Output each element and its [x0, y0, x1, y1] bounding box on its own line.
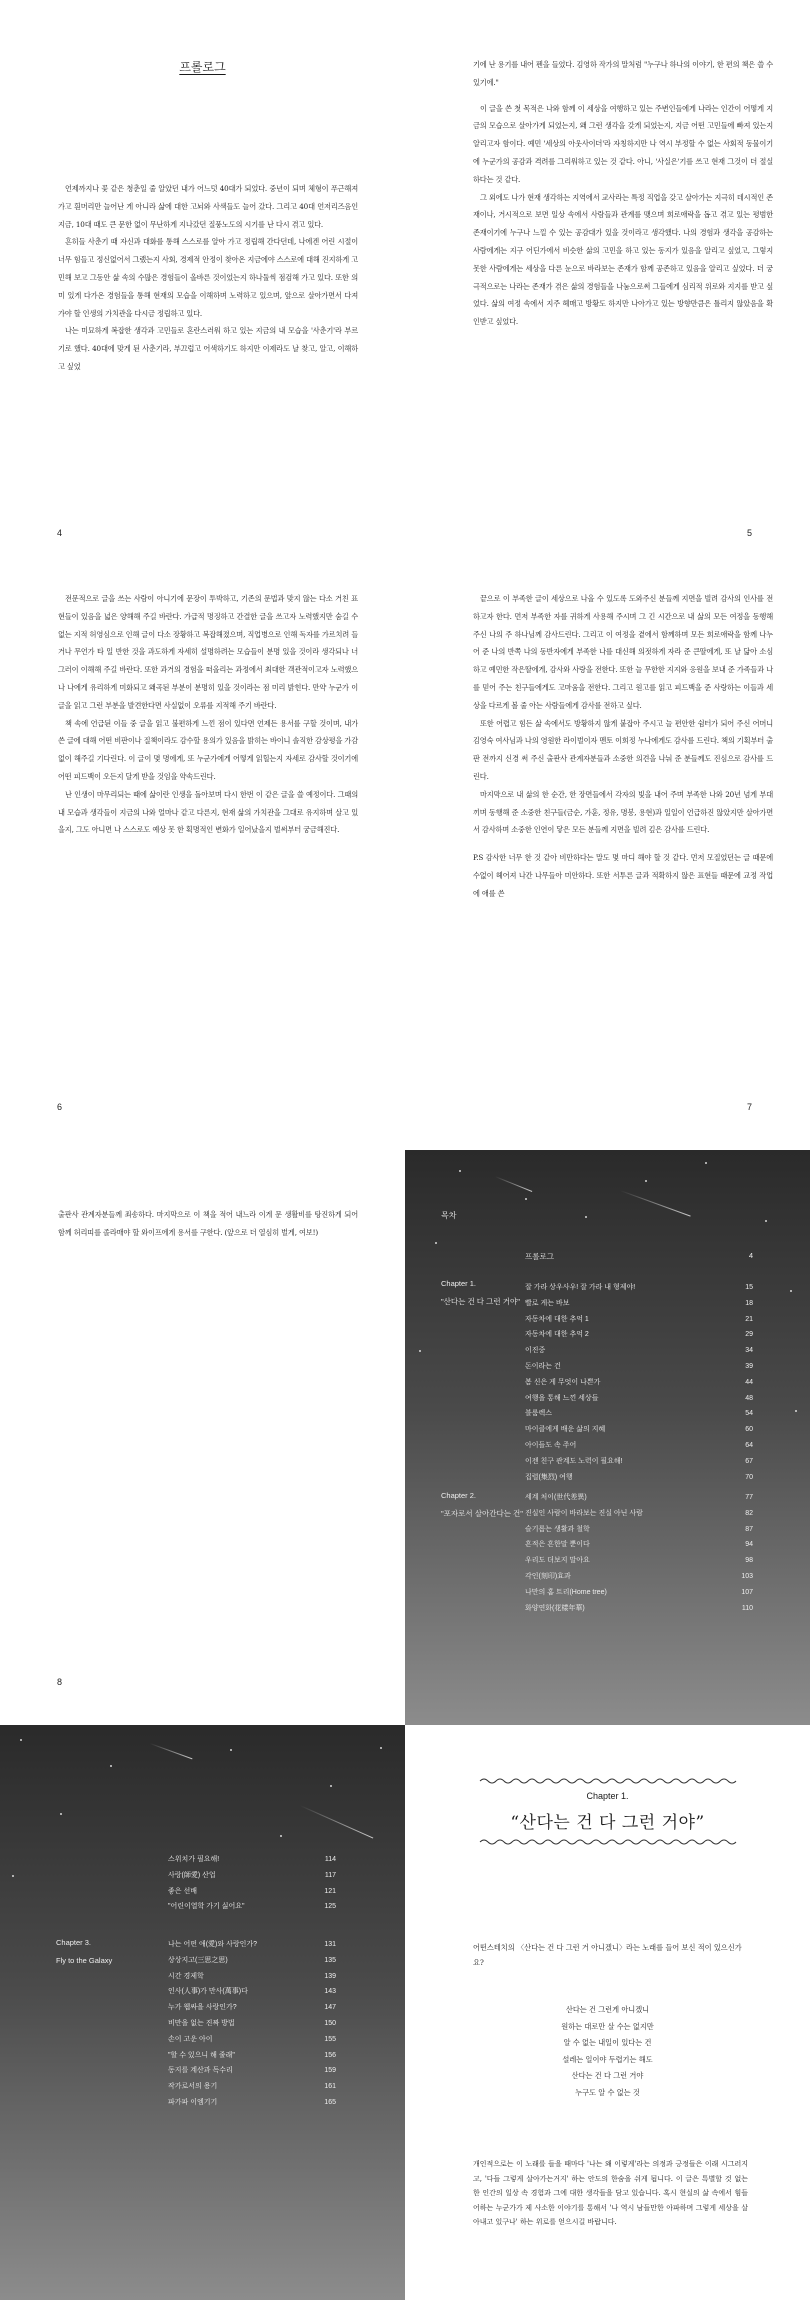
star: [380, 1747, 382, 1749]
toc-entry-page: 117: [324, 1871, 336, 1879]
toc-entry-page: 54: [745, 1410, 753, 1418]
toc-entry-title: 우리도 더보지 말아요: [525, 1557, 590, 1565]
lyric-line: 알 수 없는 내일이 있다는 건: [563, 2038, 652, 2047]
toc-entry-title: "할 수 있으니 해 줄래": [168, 2051, 235, 2059]
toc-entry-title: 각인(刻印)효과: [525, 1572, 571, 1580]
star: [459, 1170, 461, 1172]
toc-entry-title: 이진중: [525, 1347, 546, 1355]
toc-entry-title: 스위치가 필요해!: [168, 1856, 220, 1863]
toc-entry[interactable]: [525, 1327, 753, 1343]
toc-entry-title: 자동차에 대한 추억 2: [525, 1331, 589, 1339]
lyric-line: 누구도 알 수 없는 것: [575, 2087, 640, 2097]
paragraph: 전문적으로 글을 쓰는 사람이 아니기에 문장이 투박하고, 기존의 문법과 맞지 않는 다소 거친 표현들이 있음을 넓은 양해해 주길 바란다. 가급적 명징하고 간결한 글을 쓰고자 노력했지만 숨길 수 없는 지적 허영심으로 인해 글이 다소 장황하고 복잡해졌으며, 직업병으로 인해 독자를 가르치려 들거나 무언가 타 일 반한 것을 과도하게 자세히 설명하려는 모습들이 분명 있을 것이라 생각되나 너그러이 이해해 주길 바란다. 또한 과거의 경험을 떠올리는 과정에서 최대한 객관적이고자 노력했으나 나에게 유리하게 미화되고 왜곡된 부분이 분명히 있을 것이라는 점 미리 밝힌다. 만약 누군가 이 글을 읽고 그런 부분을 발견한다면 사실없이 오류를 지적해 주기 바란다.: [58, 594, 358, 710]
toc-entry-page: 82: [745, 1509, 753, 1517]
star: [435, 1242, 437, 1244]
toc-entry[interactable]: [525, 1470, 753, 1486]
toc-entry-page: 15: [745, 1284, 753, 1291]
toc-entry-page: 143: [324, 1988, 336, 1996]
toc-entry[interactable]: [525, 1454, 753, 1470]
toc-entry-page: 110: [741, 1604, 753, 1612]
toc-entry-page: 139: [324, 1972, 336, 1980]
toc-entry-title: 사랑(師愛) 산업: [168, 1871, 216, 1879]
toc-entry-title: 작가로서의 용기: [168, 2083, 218, 2091]
toc-entry-page: 131: [324, 1941, 336, 1948]
paragraph: 이 글을 쓴 첫 목적은 나와 함께 이 세상을 여행하고 있는 주변인들에게 나라는 인간이 어떻게 지금의 모습으로 살아가게 되었는지, 왜 그런 생각을 갖게 되었는지, 지금 어떤 고민들에 빠져 있는지 알리고자 함이다. 예민 '세상의 아웃사이더'라 자칭하지만 나 역시 부정할 수 없는 사회적 동물이기에 누군가의 공감과 격려를 그리워하고 있는 것 같다. 아니, '사실은'기를 쓰고 현재 그것이 더 절실하다는 것 같다.: [473, 103, 773, 184]
star: [12, 1875, 14, 1877]
toc-entry[interactable]: [168, 1884, 336, 1900]
toc-entry[interactable]: [525, 1375, 753, 1391]
toc-heading: 목차: [441, 1211, 457, 1220]
page-4: [0, 0, 405, 538]
spread-toc-1: [0, 1150, 810, 1725]
toc-entry[interactable]: [525, 1359, 753, 1375]
toc-entry-page: 94: [745, 1541, 753, 1549]
star: [705, 1162, 707, 1164]
toc-entry-page: 98: [745, 1557, 753, 1565]
toc-entry[interactable]: [525, 1422, 753, 1438]
toc-entry-page: 18: [745, 1299, 753, 1307]
lyric-line: 산다는 건 그런게 아니겠니: [565, 2005, 650, 2014]
toc-entry-title: 프롤로그: [525, 1252, 554, 1261]
outro-text: 개인적으로는 이 노래를 들을 때마다 '나는 왜 이렇게'라는 의정과 긍정들은 이래 시그러지고, '다들 그렇게 살아가는거지' 하는 안도의 한숨을 쉬게 됩니다. 이 글은 특별할 것 없는 한 인간의 일상 속 경험과 그에 대한 생각들을 담고 있습니다. 혹시 현실의 삶 속에서 힘들어하는 누군가가 제 사소한 이야기를 통해서 '나 역시 남들만한 아파하며 그렇게 세상을 살아내고 있구나' 하는 위로를 얻으시길 바랍니다.: [473, 2160, 748, 2226]
star: [765, 1220, 767, 1222]
chapter-title: "포자로서 살아간다는 건": [441, 1509, 523, 1518]
toc-entry[interactable]: [525, 1490, 753, 1506]
toc-entry-page: 161: [324, 2083, 336, 2091]
star: [280, 1835, 282, 1837]
toc-entry-page: 77: [745, 1494, 753, 1501]
toc-entry[interactable]: [525, 1296, 753, 1312]
toc-entry-page: 155: [324, 2035, 336, 2043]
toc-entry-title: 이젠 친구 관계도 노력이 필요해!: [525, 1457, 623, 1465]
page-6: [0, 590, 405, 1150]
paragraph: 끝으로 이 부족한 글이 세상으로 나올 수 있도록 도와주신 분들께 지면을 빌려 감사의 인사를 전하고자 한다. 먼저 부족한 자를 귀하게 사용해 주시며 그 긴 시간으로 내 삶의 모든 여정을 동행해 주신 나의 주 하나님께 감사드린다. 그리고 이 여정을 곁에서 함께하며 모든 희로애락을 함께 나누어 준 나의 반쪽 나의 동반자에게 부족한 나를 대신해 의젓하게 자라 준 큰딸에게, 또 날 닮아 소심하고 예민한 작은딸에게, 감사와 사랑을 전한다. 또한 늘 무한한 지지와 응원을 보내 준 가족들과 나를 믿어 주는 친구들에게도 고마움을 전한다. 그리고 원고를 읽고 피드백을 준 사랑하는 이들과 세상을 다르게 볼 줄 아는 사람들에게 감사를 전하고 싶다.: [473, 594, 773, 710]
toc-entry-page: 125: [324, 1903, 336, 1911]
toc-entry-title: 블룸렉스: [525, 1410, 553, 1418]
toc-entry[interactable]: [525, 1343, 753, 1359]
toc-list-chapter-1: [525, 1280, 753, 1485]
toc-entry-title: 파가파 이엠기기: [168, 2098, 218, 2106]
paragraph: 책 속에 언급된 이들 중 글을 읽고 불편하게 느낀 점이 있다면 언제든 용서를 구할 것이며, 내가 쓴 글에 대해 어떤 비판이나 질책이라도 감수할 용의가 있음을 밝히는 바이니 솔직한 감상평을 가감없이 해주길 기다린다. 이 글이 몇 명에게, 또 누군가에게 어떻게 읽힐는지 자세로 감사할 것이기에 어떤 피드백이 오든지 달게 받을 것임을 약속드린다.: [58, 718, 358, 781]
prologue-body: [58, 590, 358, 839]
toc-entry-title: 비만을 없는 진짜 방법: [168, 2019, 235, 2027]
spread-prologue-2: [0, 590, 810, 1150]
toc-entry-page: 21: [745, 1315, 753, 1323]
toc-entry[interactable]: [168, 1868, 336, 1884]
shooting-star: [495, 1176, 532, 1192]
toc-entry-page: 70: [745, 1473, 753, 1481]
toc-entry-page: 156: [324, 2051, 336, 2059]
toc-entry-title: 동지를 계산과 독수리: [168, 2067, 233, 2075]
star: [525, 1198, 527, 1200]
wavy-divider-bottom: [480, 1838, 735, 1846]
star: [20, 1739, 22, 1741]
star: [795, 1410, 797, 1412]
toc-chapter-2[interactable]: [441, 1490, 523, 1520]
lyric-line: 산다는 건 다 그런 거야: [571, 2071, 644, 2080]
toc-entry[interactable]: [168, 1899, 336, 1915]
chapter-title: Fly to the Galaxy: [56, 1956, 113, 1965]
toc-entry-page: 64: [745, 1441, 753, 1449]
shooting-star: [300, 1805, 373, 1838]
toc-entry-page: 103: [741, 1572, 753, 1580]
paragraph: 출판사 관계자분들께 죄송하다. 마지막으로 이 책을 적어 내느라 이게 문 생활비를 탕진하게 되어 함께 허리띠를 졸라매야 할 와이프에게 용서를 구한다. (앞으로 더 열심히 벌게, 여보!): [58, 1210, 358, 1237]
intro-text: 어떤스테치의 〈산다는 건 다 그런 거 아니겠니〉라는 노래를 들어 보신 적이 있으신가요?: [473, 1943, 742, 1967]
toc-entry-title: 화양연화(花樣年華): [525, 1604, 585, 1612]
toc-entry-title: 누가 웹싸을 사랑인가?: [168, 2004, 237, 2012]
toc-entry-page: 29: [745, 1331, 753, 1339]
toc-entry-title: 슬기롭는 생활과 철학: [525, 1525, 590, 1533]
page-number: 6: [57, 1102, 63, 1112]
toc-entry-page: 48: [745, 1394, 753, 1402]
acknowledgements: [473, 590, 773, 903]
toc-entry[interactable]: [168, 2048, 336, 2064]
lyric-line: 설레는 일이야 두렵기는 해도: [562, 2054, 653, 2064]
chapter-title: "산다는 건 다 그런 거야": [441, 1297, 520, 1306]
paragraph: 또한 어렵고 힘든 삶 속에서도 방황하지 않게 붙잡아 주시고 늘 편안한 쉼터가 되어 주신 어머니 김영숙 여사님과 나의 영원한 라이벌이자 멘토 이희정 누나에게도 감사를 드린다. 책의 기획부터 출판 전까지 신경 써 주신 출판사 관계자분들과 소중한 의견을 나눠 준 분들께도 진심으로 감사를 드린다.: [473, 718, 773, 781]
toc-entry-title: 마이클에게 배운 삶의 지혜: [525, 1426, 606, 1434]
toc-entry[interactable]: [525, 1601, 753, 1617]
prologue-ending: [58, 1206, 358, 1242]
toc-entry-title: 잘 가라 상우사우! 잘 가라 내 형제야!: [525, 1284, 636, 1291]
toc-list-chapter-2: [525, 1490, 753, 1616]
toc-page-cont: [0, 1725, 405, 2300]
toc-entry[interactable]: [525, 1522, 753, 1538]
chapter-title: “산다는 건 다 그런 거야”: [510, 1813, 705, 1833]
page-number: 4: [57, 528, 63, 538]
toc-prologue-entry[interactable]: [525, 1251, 753, 1265]
page-number: 8: [57, 1677, 63, 1687]
star: [110, 1765, 112, 1767]
page-5: [405, 0, 810, 538]
toc-entry[interactable]: [168, 1984, 336, 2000]
toc-entry-title: 나만의 홈 트리(Home tree): [525, 1588, 607, 1596]
toc-entry[interactable]: [525, 1569, 753, 1585]
star: [419, 1350, 421, 1352]
toc-entry[interactable]: [525, 1312, 753, 1328]
toc-entry[interactable]: [525, 1438, 753, 1454]
toc-entry-page: 165: [324, 2098, 336, 2106]
toc-entry[interactable]: [168, 2032, 336, 2048]
song-lyrics: [405, 2002, 810, 2101]
page-8: [0, 1150, 405, 1725]
prologue-title: 프롤로그: [179, 60, 226, 74]
paragraph: 언제까지나 꽃 같은 청춘일 줄 알았던 내가 어느덧 40대가 되었다. 중년이 되며 체형이 푸근해져 가고 흰머리만 늘어난 게 아니라 삶에 대한 고뇌와 사색들도 늘어 갔다. 그리고 40대 언저리즈음인 지금, 10대 때도 큰 문한 없이 무난하게 지나갔던 질풍노도의 시기를 난 다시 겪고 있다.: [58, 184, 358, 229]
toc-entry[interactable]: [168, 2079, 336, 2095]
star: [645, 1180, 647, 1182]
toc-entry[interactable]: [168, 1953, 336, 1969]
toc-entry-title: 나는 어떤 애(愛)와 사랑인가?: [168, 1941, 258, 1948]
toc-entry[interactable]: [168, 2095, 336, 2111]
paragraph: P.S 감사한 너무 한 것 같아 비만하다는 말도 몇 마디 해야 할 것 같다. 먼저 모질었던는 글 때문에 수없이 헤어져 나간 나무들아 미안하다. 또한 서투른 글과 적확하지 않은 표현들 때문에 교정 작업에 애를 쓴: [473, 853, 773, 898]
toc-entry[interactable]: [168, 2016, 336, 2032]
toc-entry-page: 121: [324, 1887, 336, 1895]
star: [790, 1290, 792, 1292]
prologue-body: [58, 180, 358, 376]
toc-entry[interactable]: [525, 1280, 753, 1296]
chapter-number: Chapter 1.: [441, 1279, 477, 1288]
toc-entry[interactable]: [168, 2000, 336, 2016]
toc-entry[interactable]: [525, 1391, 753, 1407]
toc-entry[interactable]: [525, 1506, 753, 1522]
paragraph: 나는 미묘하게 복잡한 생각과 고민들로 혼란스러워 하고 있는 지금의 내 모습을 '사춘기'라 부르기로 했다. 40대에 맞게 된 사춘기라, 부끄럽고 어색하기도 하지만 이제라도 날 찾고, 알고, 이해하고 싶었: [58, 326, 358, 371]
wavy-divider-top: [480, 1777, 735, 1785]
toc-entry-page: 114: [324, 1856, 336, 1863]
toc-chapter-1[interactable]: [441, 1278, 520, 1308]
toc-list-chapter-2-cont: [168, 1852, 336, 1915]
chapter-number: Chapter 2.: [441, 1491, 477, 1500]
toc-entry-title: 진실인 사람이 바라보는 진실 아닌 사람: [525, 1509, 643, 1517]
toc-page: [405, 1150, 810, 1725]
star: [230, 1749, 232, 1751]
paragraph: 기에 난 용기를 내어 펜을 들었다. 김영하 작가의 말처럼 "누구나 하나의 이야기, 한 편의 책은 쓸 수 있기에.": [473, 60, 773, 87]
toc-entry-page: 87: [745, 1525, 753, 1533]
toc-entry-title: 인사(人事)가 만사(萬事)다: [168, 1988, 248, 1996]
toc-entry-title: 흔적은 흔한말 뿐이다: [525, 1541, 590, 1549]
toc-entry-title: 자동차에 대한 추억 1: [525, 1315, 589, 1323]
toc-entry[interactable]: [525, 1553, 753, 1569]
toc-entry-page: 147: [324, 2004, 336, 2012]
toc-entry[interactable]: [168, 1852, 336, 1868]
toc-entry-page: 44: [745, 1378, 753, 1386]
toc-entry-page: 135: [324, 1956, 336, 1964]
toc-entry[interactable]: [525, 1537, 753, 1553]
page-7: [405, 590, 810, 1150]
toc-list-chapter-3: [168, 1937, 336, 2111]
lyric-line: 원하는 대로만 살 수는 없지만: [561, 2021, 654, 2031]
shooting-star: [150, 1743, 193, 1759]
toc-entry-title: 돈이라는 건: [525, 1362, 561, 1370]
toc-entry-title: 여행을 통해 느낀 세상들: [525, 1394, 599, 1402]
toc-entry-title: 아이들도 속 주어: [525, 1441, 577, 1449]
paragraph: 마지막으로 내 삶의 한 순간, 한 장면들에서 각자의 빛을 내어 주며 부족한 나와 20년 넘게 부대끼며 동행해 준 소중한 친구들(금순, 가훈, 정유, 명봉, 용현)과 일일이 언급하진 않았지만 살아가면서 감사하며 소중한 인연이 닿은 모든 분들께 지면을 빌려 깊은 감사를 드린다.: [473, 789, 773, 835]
star: [330, 1785, 332, 1787]
toc-entry-page: 150: [324, 2019, 336, 2027]
toc-entry-page: 67: [745, 1457, 753, 1465]
toc-chapter-3[interactable]: [56, 1937, 112, 1967]
shooting-star: [620, 1190, 691, 1217]
toc-entry-title: 좋은 선배: [168, 1887, 197, 1895]
toc-entry-title: 손이 고운 아이: [168, 2035, 213, 2043]
toc-entry-title: 시간 경제학: [168, 1972, 204, 1980]
toc-entry-page: 39: [745, 1362, 753, 1370]
chapter-number: Chapter 3.: [56, 1938, 92, 1947]
toc-entry-title: 빨로 게는 바보: [525, 1299, 570, 1307]
toc-entry[interactable]: [168, 1937, 336, 1953]
toc-entry-page: 159: [324, 2067, 336, 2075]
paragraph: 흔히들 사춘기 때 자신과 대화를 통해 스스로를 알아 가고 정립해 간다던데, 나에겐 어린 시절이 너무 힘들고 정신없어서 그랬는지 사회, 경제적 안정이 찾아온 지금에야 스스로에 대해 진지하게 고민해 보고 그동안 삶 속의 수많은 경험들이 올바른 것이었는지 하나둘씩 점검해 가고 있다. 또한 의미 있게 다가온 경험들을 통해 현재의 모습을 이해하며 노력하고 있으며, 앞으로 살아가면서 다져 가야 할 인생의 가치관을 다시금 정립하고 있다.: [58, 237, 358, 318]
toc-entry[interactable]: [168, 2063, 336, 2079]
toc-entry-page: 4: [748, 1251, 753, 1260]
page-number: 5: [747, 528, 753, 538]
toc-entry-title: 집렬(集烈) 여행: [525, 1473, 573, 1481]
chapter-number: Chapter 1.: [586, 1791, 629, 1801]
star: [585, 1216, 587, 1218]
toc-entry-page: 34: [745, 1347, 753, 1355]
toc-entry-title: 세계 처이(世代差異): [525, 1494, 587, 1501]
prologue-body-cont: [473, 56, 773, 331]
toc-entry-page: 107: [741, 1588, 753, 1596]
toc-entry[interactable]: [168, 1969, 336, 1985]
star: [60, 1813, 62, 1815]
toc-entry[interactable]: [525, 1585, 753, 1601]
paragraph: 그 외에도 나가 현재 생각하는 지역에서 교사라는 특정 직업을 갖고 살아가는 지극히 데시적인 존재이나, 거시적으로 보면 일상 속에서 사람들과 관계를 맺으며 희로애락을 돕고 겪고 있는 평범한 존재이기에 누구나 느낄 수 있는 공감대가 있을 것이라고 생각했다. 나의 경험과 생각을 공감하는 사람에게는 지구 어딘가에서 비슷한 삶의 고민을 하고 있는 동지가 있음을 알리고 싶었고, 그렇지 못한 사람에게는 세상을 다른 눈으로 바라보는 존재가 함께 공존하고 있음을 알리고 싶었다. 더 궁극적으로는 나라는 존재가 겪은 삶의 경험들을 나눔으로써 그들에게 심리적 위로와 지지를 받고 싶었다. 삶의 여정 속에서 지주 헤매고 방황도 하지만 나아가고 있는 방향만큼은 틀리지 않았음을 확인받고 싶었다.: [473, 192, 773, 327]
chapter-1-opener: [405, 1725, 810, 2300]
paragraph: 난 인생이 마무리되는 때에 삶이란 인생을 돌아보며 다시 한번 이 같은 글을 쓸 예정이다. 그때의 내 모습과 생각들이 지금의 나와 얼마나 같고 다른지, 현재 삶의 가치관을 그대로 유지하며 살고 있을지, 그도 아니면 나 스스로도 예상 못 한 획명적인 변화가 일어났을지 벌써부터 궁금해진다.: [58, 789, 358, 835]
toc-entry-page: 60: [745, 1426, 753, 1434]
toc-entry-title: 상상지고(三思之思): [168, 1956, 228, 1964]
spread-prologue: [0, 0, 810, 538]
toc-entry-title: "어린이열학 가기 싫어요": [168, 1903, 245, 1911]
spread-toc-2: [0, 1725, 810, 2300]
page-number: 7: [747, 1102, 753, 1112]
toc-entry[interactable]: [525, 1406, 753, 1422]
toc-entry-title: 봄 신은 게 무엇이 나쁜가: [525, 1378, 601, 1386]
